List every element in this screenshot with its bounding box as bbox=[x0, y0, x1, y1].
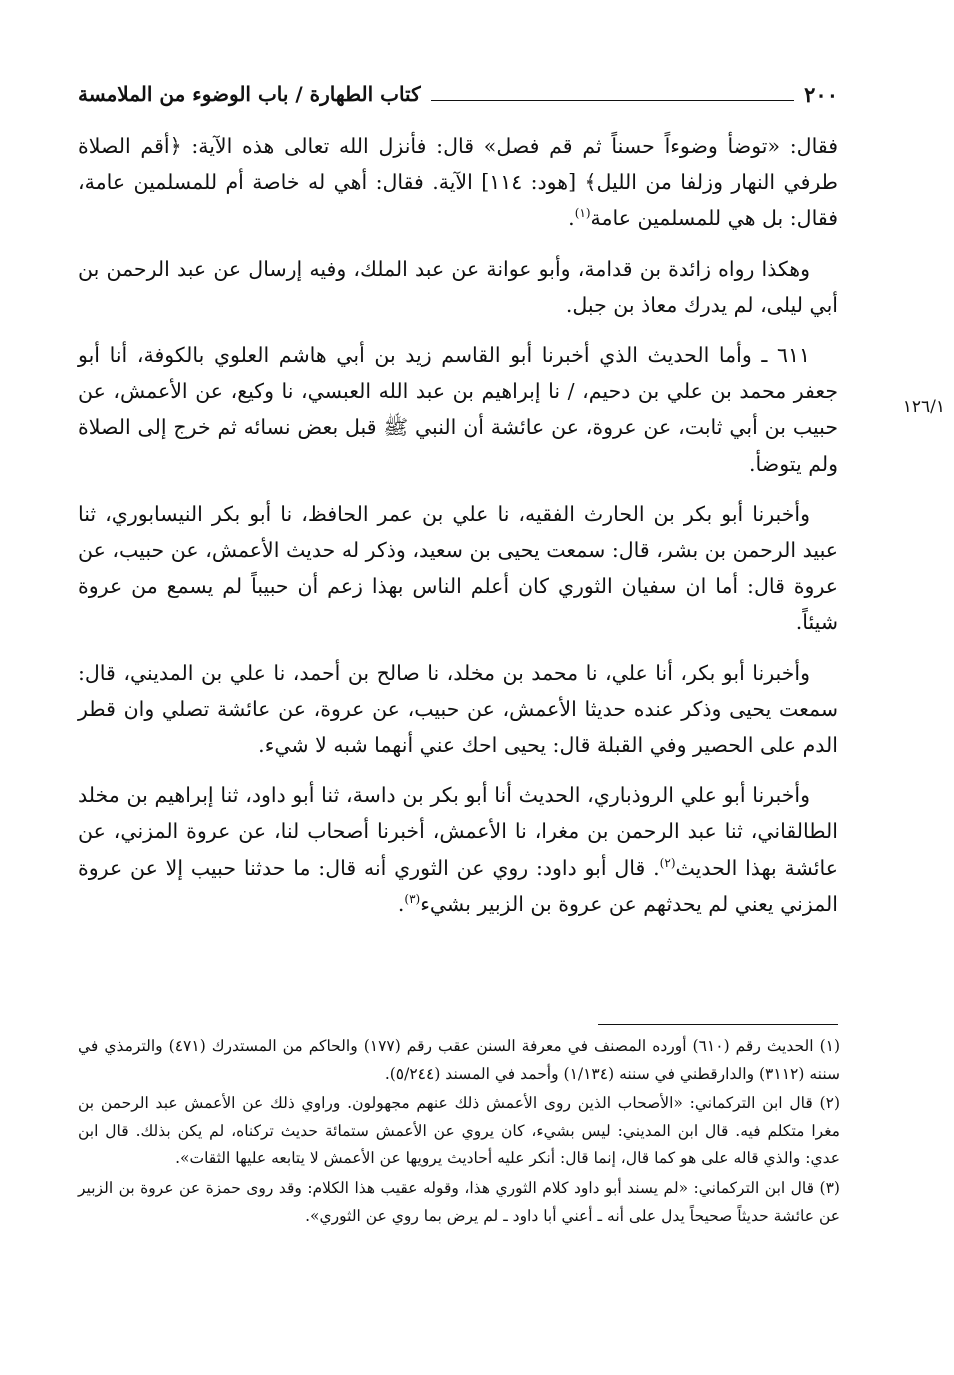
paragraph-text: وأخبرنا أبو علي الروذباري، الحديث أنا أبو بكر بن داسة، ثنا أبو داود، ثنا إبراهيم بن مخلد الطالقاني، ثنا عبد الرحمن بن مغرا، نا الأعمش، أخبرنا أصحاب لنا، عن عروة المزني، عن عائشة بهذا الحديث bbox=[78, 783, 838, 880]
header-rule bbox=[431, 100, 795, 101]
footnote-number: (١) bbox=[819, 1037, 841, 1055]
paragraph-end: . bbox=[397, 891, 405, 916]
paragraph-5 bbox=[78, 655, 838, 764]
paragraph-text: فقال: «توضأ وضوءاً حسناً ثم قم فصل» قال: فأنزل الله تعالى هذه الآية: ﴿أقم الصلاة طرفي النهار وزلفا من الليل﴾ [هود: ١١٤] الآية. فقال: أهي له خاصة أم للمسلمين عامة، فقال: بل هي للمسلمين عامة bbox=[78, 134, 839, 231]
footnote-number: (٢) bbox=[819, 1094, 840, 1113]
paragraph-text: وهكذا رواه زائدة بن قدامة، وأبو عوانة عن عبد الملك، وفيه إرسال عن عبد الرحمن بن أبي ليلى، لم يدرك معاذ بن جبل. bbox=[78, 256, 838, 317]
paragraph-text: وأخبرنا أبو بكر بن الحارث الفقيه، نا علي بن عمر الحافظ، نا أبو بكر النيسابوري، ثنا عبيد الرحمن بن بشر، قال: سمعت يحيى بن سعيد، وذكر له حديث الأعمش، عن حبيب، عن عروة قال: أما ان سفيان الثوري كان أعلم الناس بهذا زعم أن حبيباً لم يسمع من عروة شيئاً. bbox=[78, 501, 838, 635]
running-title: كتاب الطهارة / باب الوضوء من الملامسة bbox=[78, 82, 421, 106]
footnote-separator bbox=[598, 1024, 838, 1025]
footnotes bbox=[78, 1033, 840, 1232]
page-number: ٢٠٠ bbox=[804, 81, 838, 107]
paragraph-end: . bbox=[568, 206, 575, 231]
paragraph-1 bbox=[78, 128, 838, 237]
paragraph-text: ٦١١ ـ وأما الحديث الذي أخبرنا أبو القاسم زيد بن أبي هاشم العلوي بالكوفة، أنا أبو جعفر محمد بن علي بن دحيم، / نا إبراهيم بن عبد الله العبسي، نا وكيع، عن الأعمش، عن حبيب بن أبي ثابت، عن عروة، عن عائشة أن النبي ﷺ قبل بعض نسائه ثم خرج إلى الصلاة ولم يتوضأ. bbox=[78, 343, 838, 476]
main-text bbox=[78, 128, 838, 936]
footnote-2 bbox=[78, 1090, 840, 1173]
footnote-number: (٣) bbox=[819, 1178, 840, 1197]
footnote-text: قال ابن التركماني: «الأصحاب الذين روى الأعمش ذلك عنهم مجهولون. وراوي ذلك عن الأعمش عبد الرحمن بن مغرا متكلم فيه. قال ابن المديني: ليس بشيء، كان يروي عن الأعمش ستمائة حديث تركناه، لم يكن بذلك. قال ابن عدي: والذي قاله على هو كما قال، إنما قال: أنكر عليه أحاديث يرويها عن الأعمش لا يتابعه عليها الثقات». bbox=[78, 1094, 840, 1168]
paragraph-text: وأخبرنا أبو بكر، أنا علي، نا محمد بن مخلد، نا صالح بن أحمد، نا علي بن المديني، قال: سمعت يحيى وذكر عنده حديثا الأعمش، عن حبيب، عن عروة، عن عائشة تصلي وان قطر الدم على الحصير وفي القبلة قال: يحيى احك عني أنهما شبه لا شيء. bbox=[78, 660, 838, 758]
running-header bbox=[78, 78, 838, 110]
paragraph-3 bbox=[78, 337, 838, 482]
footnote-text: الحديث رقم (٦١٠) أورده المصنف في معرفة السنن عقب رقم (١٧٧) والحاكم من المستدرك (٤٧١) والترمذي في سننه (٣١١٢) والدارقطني في سننه (١/١٣٤) وأحمد في المسند (٥/٢٤٤). bbox=[78, 1037, 840, 1083]
footnote-3 bbox=[78, 1175, 840, 1230]
footnote-ref: (٢) bbox=[659, 855, 676, 870]
paragraph-4 bbox=[78, 496, 838, 641]
paragraph-2 bbox=[78, 251, 838, 323]
footnote-1 bbox=[78, 1033, 840, 1088]
paragraph-continuation: . قال أبو داود: روي عن الثوري أنه قال: ما حدثنا حبيب إلا عن عروة المزني يعني لم يحدثهم عن عروة بن الزبير بشيء bbox=[78, 855, 838, 916]
paragraph-6 bbox=[78, 777, 838, 922]
margin-folio-note: ١٢٦/١ bbox=[902, 397, 945, 417]
footnote-ref: (١) bbox=[574, 206, 591, 221]
footnote-ref: (٣) bbox=[404, 892, 421, 907]
footnote-text: قال ابن التركماني: «لم يسند أبو داود كلام الثوري هذا، وقوله عقيب هذا الكلام: وقد روى حمزة عن عروة بن الزبير عن عائشة حديثاً صحيحاً يدل على أنه ـ أعني أبا داود ـ لم يرض بما روي عن الثوري». bbox=[78, 1178, 840, 1225]
